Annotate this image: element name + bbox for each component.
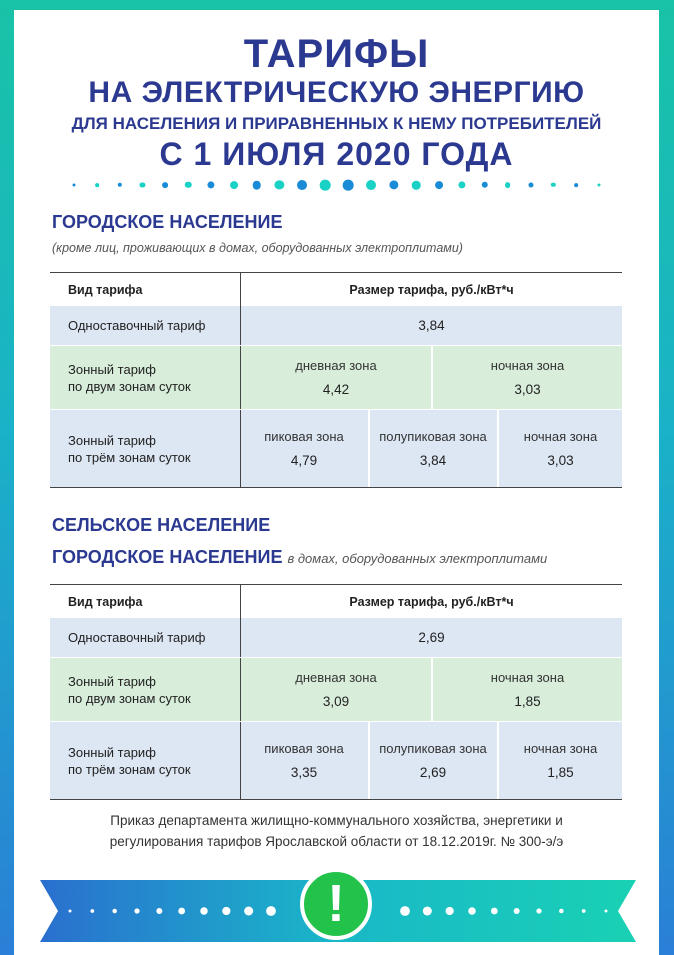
two-zone-label-line1: Зонный тариф	[68, 673, 156, 689]
decorative-dot	[230, 181, 238, 189]
footer-order-note	[14, 810, 659, 852]
halfpeak-zone-label: полупиковая зона	[379, 741, 487, 756]
ribbon-dot	[156, 908, 162, 914]
three-zone-label-line2: по трём зонам суток	[68, 449, 191, 465]
peak-zone-label: пиковая зона	[264, 741, 344, 756]
row-label-three-zone	[68, 410, 238, 487]
cell-night-zone-3	[499, 722, 622, 799]
cell-night-zone	[433, 346, 622, 409]
decorative-dot	[297, 180, 307, 190]
ribbon-dot	[222, 907, 230, 915]
table-row-two-zone	[50, 658, 622, 721]
decorative-dot	[275, 180, 284, 189]
decorative-dot	[320, 180, 331, 191]
halfpeak-zone-value: 3,84	[419, 453, 447, 468]
cell-halfpeak-zone	[370, 722, 496, 799]
decorative-dot	[435, 181, 443, 189]
ribbon-dot	[514, 908, 520, 914]
day-zone-value: 3,09	[322, 694, 350, 709]
decorative-dot	[95, 183, 99, 187]
decorative-dot	[162, 182, 168, 188]
ribbon-dot	[244, 907, 253, 916]
cell-peak-zone	[241, 410, 367, 487]
decorative-dot	[574, 183, 578, 187]
ribbon-dot	[112, 909, 117, 914]
halfpeak-zone-value: 2,69	[419, 765, 447, 780]
row-label-two-zone	[68, 658, 238, 721]
section2-title-urban	[52, 547, 547, 568]
header-tariff-type: Вид тарифа	[68, 282, 143, 297]
peak-zone-value: 4,79	[290, 453, 318, 468]
single-value: 2,69	[418, 630, 445, 645]
row-label-two-zone	[68, 346, 238, 409]
night-zone-3-label: ночная зона	[523, 741, 598, 756]
night-zone-label: ночная зона	[490, 358, 565, 373]
title-date: С 1 ИЮЛЯ 2020 ГОДА	[159, 136, 514, 172]
section2-title-urban-text: ГОРОДСКОЕ НАСЕЛЕНИЕ	[52, 547, 283, 567]
day-zone-label: дневная зона	[295, 358, 377, 373]
table-row-three-zone	[50, 410, 622, 488]
cell-peak-zone	[241, 722, 367, 799]
cell-halfpeak-zone	[370, 410, 496, 487]
decorative-dot	[366, 180, 376, 190]
decorative-dot	[482, 182, 488, 188]
ribbon-dot	[536, 908, 541, 913]
table-row-three-zone	[50, 722, 622, 800]
peak-zone-label: пиковая зона	[264, 429, 344, 444]
ribbon-dot	[134, 908, 139, 913]
ribbon-dot	[266, 906, 276, 916]
decorative-dot	[528, 182, 533, 187]
table-row-single	[50, 306, 622, 345]
ribbon-dot	[200, 907, 208, 915]
decorative-dot	[551, 183, 555, 187]
peak-zone-value: 3,35	[290, 765, 318, 780]
night-zone-value: 1,85	[514, 694, 541, 709]
table-row-two-zone	[50, 346, 622, 409]
ribbon-dot	[468, 907, 476, 915]
header-tariff-size: Размер тарифа, руб./кВт*ч	[349, 283, 514, 297]
night-zone-value: 3,03	[514, 382, 541, 397]
decorative-dot	[389, 180, 398, 189]
title-for-population: ДЛЯ НАСЕЛЕНИЯ И ПРИРАВНЕННЫХ К НЕМУ ПОТРЕБИТЕЛЕЙ	[71, 114, 602, 133]
footer-line2: регулирования тарифов Ярославской области от 18.12.2019г. № 300-э/э	[109, 834, 564, 849]
value-single	[241, 618, 622, 657]
header-tariff-type: Вид тарифа	[68, 594, 143, 609]
ribbon-dot	[491, 908, 498, 915]
row-label-single: Одноставочный тариф	[68, 318, 206, 333]
ribbon-dot	[559, 909, 564, 914]
ribbon-dot	[582, 909, 586, 913]
day-zone-value: 4,42	[322, 382, 350, 397]
two-zone-label-line1: Зонный тариф	[68, 361, 156, 377]
ribbon-dot	[423, 907, 432, 916]
decorative-dot	[207, 181, 214, 188]
decorative-dot	[185, 182, 191, 188]
row-label-three-zone	[68, 722, 238, 799]
ribbon-dot	[605, 910, 608, 913]
title-electric-energy: НА ЭЛЕКТРИЧЕСКУЮ ЭНЕРГИЮ	[88, 76, 585, 109]
cell-day-zone	[241, 346, 431, 409]
night-zone-3-label: ночная зона	[523, 429, 598, 444]
ribbon-dot	[400, 906, 410, 916]
cell-night-zone-3	[499, 410, 622, 487]
footer-line1: Приказ департамента жилищно-коммунального хозяйства, энергетики и	[110, 813, 563, 828]
night-zone-3-value: 3,03	[547, 453, 574, 468]
decorative-dots-divider	[74, 178, 599, 192]
poster	[14, 10, 659, 955]
ribbon-dot	[90, 909, 94, 913]
title-tariffs: ТАРИФЫ	[243, 32, 430, 76]
decorative-dot	[252, 181, 261, 190]
ribbon-dot	[178, 908, 185, 915]
value-single	[241, 306, 622, 345]
decorative-dot	[140, 182, 145, 187]
decorative-dot	[458, 181, 465, 188]
decorative-dot	[505, 182, 511, 188]
section2-title-note: в домах, оборудованных электроплитами	[287, 551, 548, 566]
three-zone-label-line1: Зонный тариф	[68, 432, 156, 448]
halfpeak-zone-label: полупиковая зона	[379, 429, 487, 444]
three-zone-label-line2: по трём зонам суток	[68, 761, 191, 777]
table-header-row	[50, 272, 622, 308]
day-zone-label: дневная зона	[295, 670, 377, 685]
decorative-dot	[412, 181, 421, 190]
header-tariff-size: Размер тарифа, руб./кВт*ч	[349, 595, 514, 609]
cell-night-zone	[433, 658, 622, 721]
decorative-dot	[73, 184, 76, 187]
two-zone-label-line2: по двум зонам суток	[68, 690, 191, 706]
ribbon-dot	[69, 910, 72, 913]
table-header-row	[50, 584, 622, 620]
section2-title-rural: СЕЛЬСКОЕ НАСЕЛЕНИЕ	[52, 515, 271, 535]
section1-title: ГОРОДСКОЕ НАСЕЛЕНИЕ	[52, 212, 283, 232]
exclamation-icon: !	[300, 868, 372, 940]
night-zone-label: ночная зона	[490, 670, 565, 685]
row-label-single: Одноставочный тариф	[68, 630, 206, 645]
single-value: 3,84	[418, 318, 445, 333]
two-zone-label-line2: по двум зонам суток	[68, 378, 191, 394]
decorative-dot	[117, 183, 121, 187]
section1-note: (кроме лиц, проживающих в домах, оборудованных электроплитами)	[52, 241, 463, 255]
night-zone-3-value: 1,85	[547, 765, 574, 780]
table-row-single	[50, 618, 622, 657]
three-zone-label-line1: Зонный тариф	[68, 744, 156, 760]
cell-day-zone	[241, 658, 431, 721]
decorative-dot	[598, 184, 601, 187]
ribbon-dot	[446, 907, 454, 915]
decorative-dot	[343, 180, 354, 191]
